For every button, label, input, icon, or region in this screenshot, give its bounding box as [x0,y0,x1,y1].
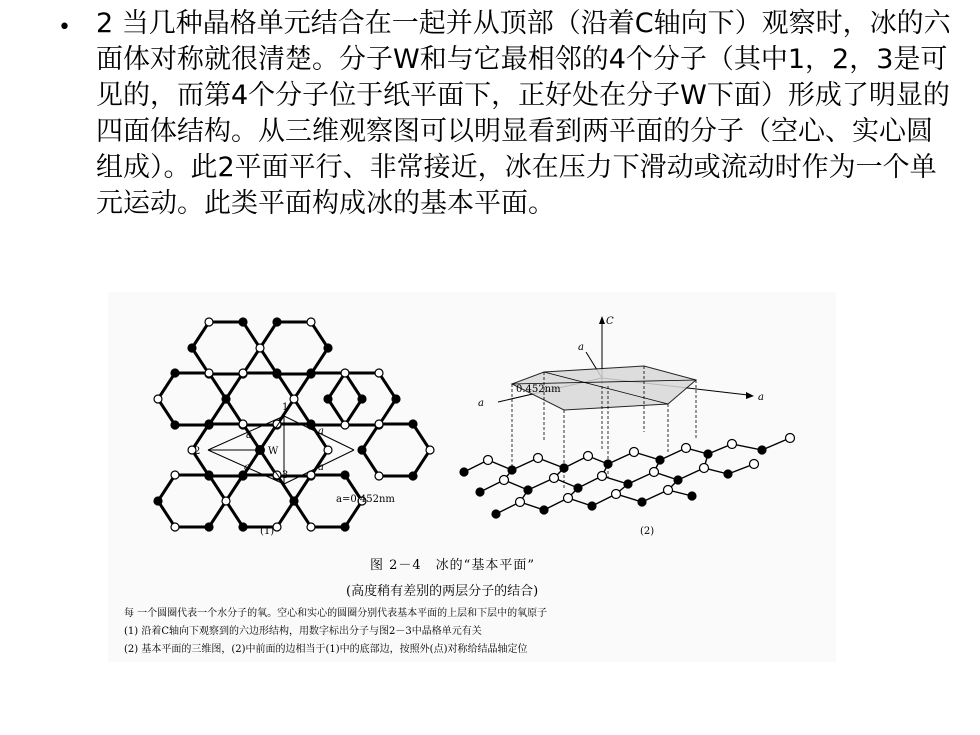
lower-layer-oxygen [358,395,366,403]
lower-layer-oxygen [758,446,766,454]
upper-layer-oxygen [222,497,230,505]
lower-layer-oxygen [171,369,179,377]
upper-layer-oxygen [375,369,383,377]
lower-layer-oxygen [273,369,281,377]
upper-layer-oxygen [154,395,162,403]
figure-note-0: 每 一个圆圈代表一个水分子的氧。空心和实心的圆圈分别代表基本平面的上层和下层中的氧原子 [124,608,548,619]
distance-label: 0.452nm [516,384,561,395]
lower-layer-oxygen [540,506,548,514]
label-a-4: a [318,462,324,473]
lower-layer-oxygen [476,488,484,496]
upper-layer-oxygen [426,446,434,454]
ice-basal-plane-figure [108,292,836,662]
upper-layer-oxygen [612,490,621,499]
upper-layer-oxygen [171,523,179,531]
upper-layer-oxygen [341,421,349,429]
upper-layer-oxygen [598,472,607,481]
upper-layer-oxygen [484,456,493,465]
lower-layer-oxygen [239,523,247,531]
upper-layer-oxygen [786,434,795,443]
lower-layer-oxygen [624,480,632,488]
bullet-text: 2 当几种晶格单元结合在一起并从顶部（沿着C轴向下）观察时，冰的六面体对称就很清楚。分子W和与它最相邻的4个分子（其中1，2，3是可见的，而第4个分子位于纸平面下，正好处在分子W下面）形成了明显的四面体结构。从三维观察图可以明显看到两平面的分子（空心、实心圆组成）。此2平面平行、非常接近，冰在压力下滑动或流动时作为一个单元运动。此类平面构成冰的基本平面。 [96,8,951,219]
lower-layer-oxygen [524,486,532,494]
molecule-w [255,445,265,455]
lower-layer-oxygen [358,446,366,454]
upper-layer-oxygen [375,472,383,480]
lower-layer-oxygen [392,395,400,403]
lower-layer-oxygen [560,464,568,472]
upper-layer-oxygen [630,448,639,457]
upper-layer-oxygen [564,494,573,503]
upper-layer-oxygen [516,498,525,507]
lower-layer-oxygen [188,344,196,352]
label-a-2: a [318,426,324,437]
upper-layer-oxygen [500,476,509,485]
upper-layer-oxygen [239,420,247,428]
lower-layer-oxygen [324,395,332,403]
label-1: 1 [282,402,289,413]
label-3: 3 [282,470,289,481]
lower-layer-oxygen [638,498,646,506]
axis-c-label: C [606,316,614,327]
lower-layer-oxygen [688,492,696,500]
lower-layer-oxygen [205,523,213,531]
lower-layer-oxygen [704,450,712,458]
lower-layer-oxygen [324,344,332,352]
lower-layer-oxygen [341,523,349,531]
upper-layer-oxygen [171,471,179,479]
upper-layer-oxygen [700,464,709,473]
panel-label-1: (1) [260,526,275,537]
label-w: W [268,446,279,457]
upper-layer-oxygen [273,523,281,531]
figure-subtitle: (高度稍有差别的两层分子的结合) [346,584,539,599]
upper-layer-oxygen [205,318,213,326]
figure-note-2: (2) 基本平面的三维图，(2)中前面的边相当于(1)中的底部边，按照外(点)对称给结晶轴定位 [124,644,528,655]
lower-layer-oxygen [604,460,612,468]
lower-layer-oxygen [409,472,417,480]
lower-layer-oxygen [409,420,417,428]
label-a-1: a [246,430,252,441]
lower-layer-oxygen [307,369,315,377]
label-a-3: a [244,462,250,473]
label-2: 2 [194,446,201,457]
upper-layer-oxygen [550,474,559,483]
lower-layer-oxygen [290,497,298,505]
upper-layer-oxygen [584,452,593,461]
upper-layer-oxygen [750,460,759,469]
upper-layer-oxygen [534,454,543,463]
lower-layer-oxygen [205,471,213,479]
upper-layer-oxygen [341,369,349,377]
panel-label-2: (2) [640,526,655,537]
figure-note-1: (1) 沿着C轴向下观察到的六边形结构，用数字标出分子与图2－3中晶格单元有关 [124,626,482,637]
lower-layer-oxygen [724,470,732,478]
lower-layer-oxygen [205,420,213,428]
upper-layer-oxygen [728,440,737,449]
upper-layer-oxygen [256,344,264,352]
axis-a2-label: a [758,392,764,403]
upper-layer-oxygen [324,446,332,454]
lower-layer-oxygen [674,476,682,484]
upper-layer-oxygen [290,395,298,403]
upper-layer-oxygen [307,523,315,531]
lower-layer-oxygen [239,318,247,326]
figure-title: 图 2－4 冰的“基本平面” [370,558,535,573]
lower-layer-oxygen [222,395,230,403]
figure-drawing [108,292,836,552]
upper-layer-oxygen [664,486,673,495]
upper-layer-oxygen [205,369,213,377]
upper-layer-oxygen [650,468,659,477]
axis-a3-label: a [578,342,584,353]
bullet-marker: • [58,15,71,40]
lower-layer-oxygen [508,466,516,474]
lower-layer-oxygen [492,510,500,518]
upper-layer-oxygen [239,369,247,377]
lower-layer-oxygen [574,484,582,492]
upper-layer-oxygen [375,420,383,428]
lower-layer-oxygen [588,502,596,510]
lattice-constant: a=0.452nm [336,494,395,505]
lower-layer-oxygen [460,468,468,476]
upper-layer-oxygen [307,318,315,326]
lower-layer-oxygen [273,318,281,326]
lower-layer-oxygen [307,420,315,428]
lower-layer-oxygen [656,456,664,464]
lower-layer-oxygen [154,497,162,505]
axis-a1-label: a [478,398,484,409]
upper-layer-oxygen [682,444,691,453]
lower-layer-oxygen [341,471,349,479]
lower-layer-oxygen [171,421,179,429]
three-d-view [460,316,795,537]
